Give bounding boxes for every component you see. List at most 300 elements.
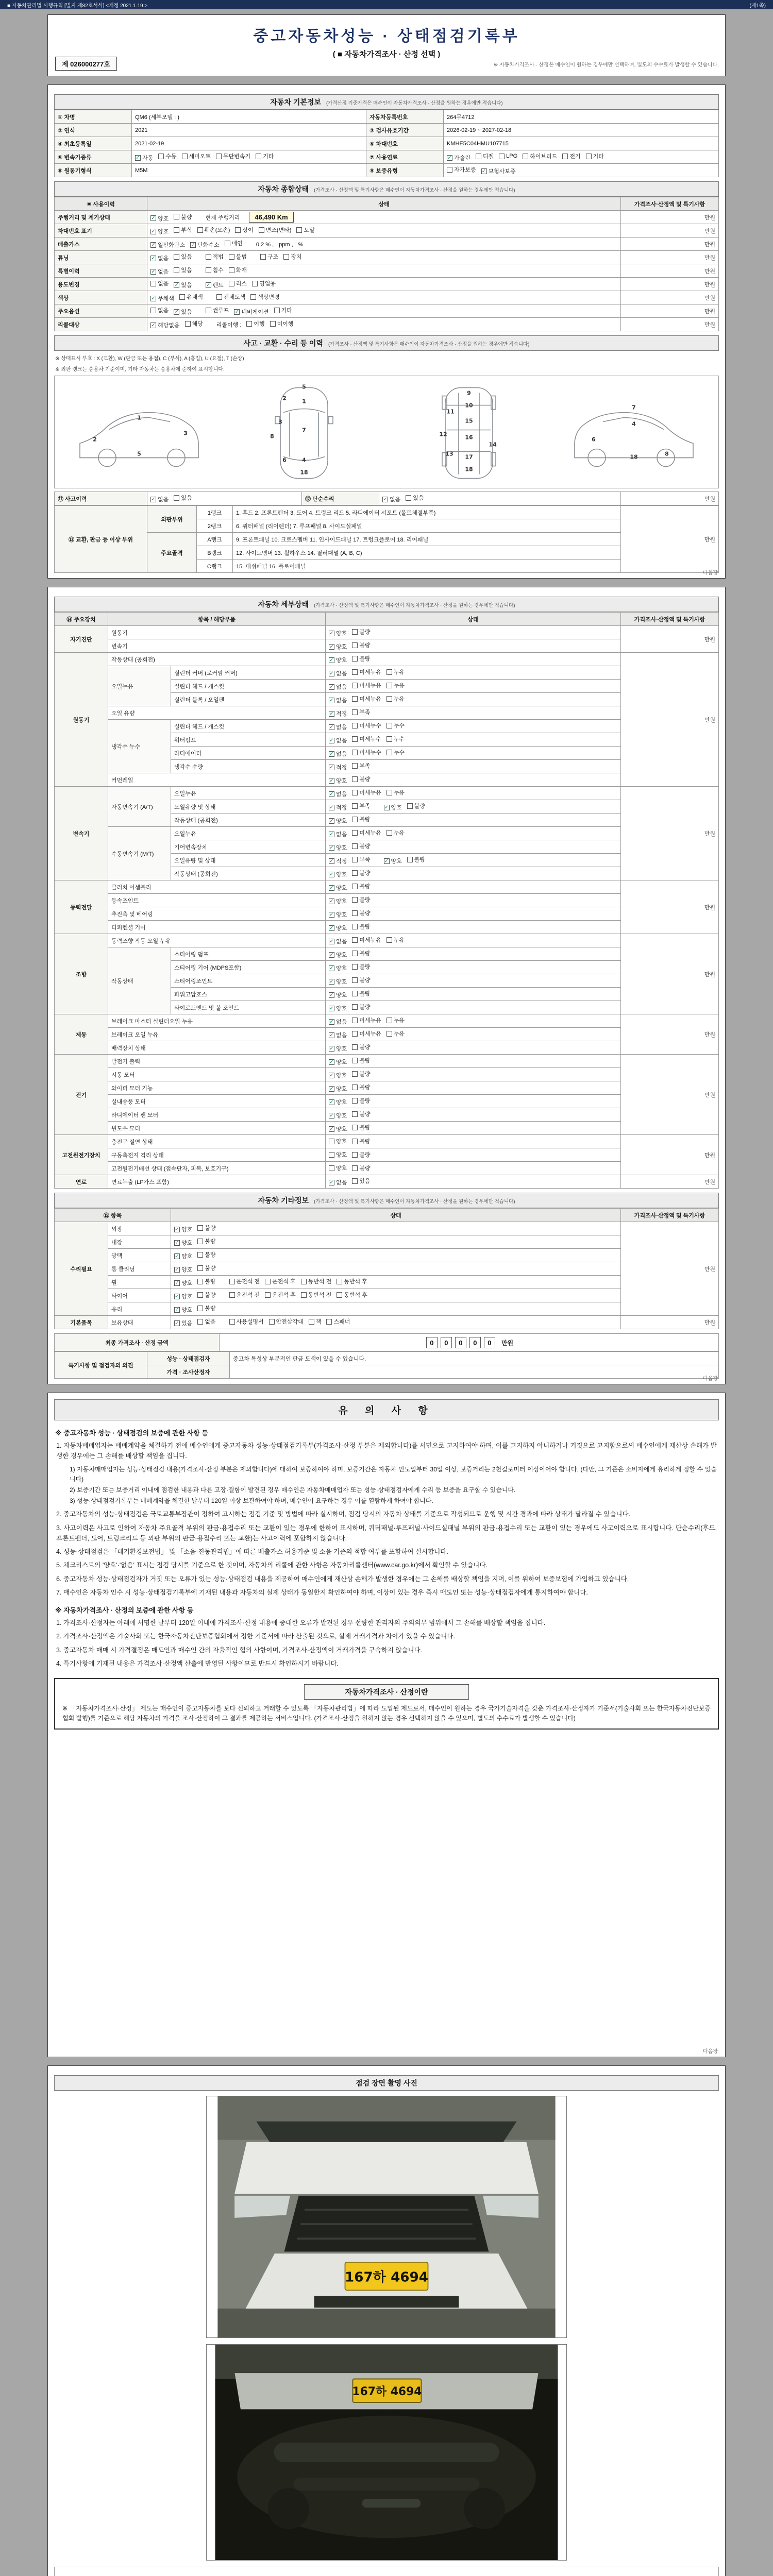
checkbox-option[interactable] [326, 1317, 350, 1326]
checkbox-option[interactable] [234, 308, 268, 316]
device-cell: 자기진단 [55, 626, 108, 653]
checkbox-option[interactable] [174, 1265, 192, 1274]
checkbox-label: 자가보증 [454, 167, 476, 173]
checkbox-label: 운전석 전 [236, 1292, 260, 1298]
summary-row [55, 318, 719, 331]
state-cell [171, 1249, 621, 1262]
checkbox-option[interactable] [150, 214, 169, 223]
checkbox-option[interactable] [229, 266, 247, 274]
checkbox-option[interactable] [329, 991, 347, 999]
checkbox-option[interactable] [352, 909, 370, 917]
checkbox-option[interactable] [301, 1291, 332, 1299]
checkbox-option[interactable] [352, 895, 370, 904]
checkbox-option[interactable] [352, 976, 370, 984]
checkbox-option[interactable] [406, 494, 424, 502]
detail-title: 자동차 세부상태 [258, 600, 309, 608]
checkbox-option[interactable] [179, 293, 203, 301]
checkbox-option[interactable] [384, 857, 402, 865]
checkbox-option[interactable] [499, 153, 517, 159]
checkbox-label: 누유 [393, 1018, 405, 1024]
checkbox-option[interactable] [206, 281, 224, 289]
checkbox-option[interactable] [352, 641, 370, 649]
checkbox-checked-icon: ✓ [151, 228, 156, 234]
notice-item: 5. 체크리스트의 '양호'·'없음' 표시는 점검 당시를 기준으로 한 것이며, 자동차의 리콜에 관한 사항은 자동차리콜센터(www.car.go.kr)에서 확인할 수 있습니다. [56, 1562, 488, 1569]
panel-number-label: 8 [270, 433, 274, 440]
checkbox-option[interactable] [352, 668, 381, 676]
checkbox-option[interactable] [252, 279, 276, 287]
state-cell [326, 666, 621, 680]
checkbox-option[interactable] [197, 1264, 215, 1272]
checkbox-option[interactable] [229, 252, 247, 261]
checkbox-option[interactable] [352, 1177, 370, 1185]
checkbox-option[interactable] [174, 213, 192, 221]
panel-number-label: 1 [302, 398, 306, 405]
checkbox-option[interactable] [352, 681, 381, 689]
checkbox-unchecked-icon [352, 1125, 358, 1130]
basic-info-row [55, 150, 719, 164]
state-cell [326, 773, 621, 787]
checkbox-option[interactable] [329, 843, 347, 852]
checkbox-option[interactable] [206, 266, 224, 274]
checkbox-checked-icon: ✓ [136, 155, 140, 161]
checkbox-option[interactable] [270, 319, 294, 328]
next-page-label: 다음장 [703, 2049, 718, 2055]
price-cell: 만원 [621, 1135, 719, 1175]
checkbox-checked-icon: ✓ [175, 1280, 179, 1286]
checkbox-option[interactable] [174, 308, 192, 316]
checkbox-option[interactable] [197, 1237, 215, 1245]
checkbox-unchecked-icon [182, 154, 188, 159]
checkbox-option[interactable] [329, 857, 347, 865]
checkbox-option[interactable] [174, 1239, 192, 1247]
checkbox-label: 운전석 후 [272, 1279, 296, 1285]
checkbox-option[interactable] [352, 1003, 370, 1011]
checkbox-option[interactable] [246, 319, 264, 328]
checkbox-option[interactable] [352, 1137, 370, 1145]
checkbox-option[interactable] [329, 763, 347, 771]
checkbox-option[interactable] [329, 803, 347, 811]
checkbox-option[interactable] [329, 1098, 347, 1106]
checkbox-unchecked-icon [352, 843, 358, 849]
checkbox-option[interactable] [329, 884, 347, 892]
checkbox-option[interactable] [206, 252, 224, 261]
checkbox-label: 누유 [393, 790, 405, 796]
checkbox-option[interactable] [174, 494, 192, 502]
checkbox-option[interactable] [174, 1319, 192, 1327]
checkbox-option[interactable] [329, 696, 347, 704]
checkbox-option[interactable] [352, 1110, 370, 1118]
checkbox-option[interactable] [229, 279, 247, 287]
checkbox-option[interactable] [352, 1123, 370, 1131]
checkbox-option[interactable] [309, 1317, 322, 1326]
checkbox-option[interactable] [260, 252, 278, 261]
document-subtitle: ( ■ 자동차가격조사 · 산정 선택 ) [332, 50, 441, 59]
checkbox-option[interactable] [283, 252, 301, 261]
checkbox-option[interactable] [386, 1016, 405, 1024]
checkbox-option[interactable] [150, 279, 169, 287]
checkbox-unchecked-icon [586, 154, 592, 159]
checkbox-unchecked-icon [352, 870, 358, 876]
checkbox-unchecked-icon [352, 750, 358, 755]
state-text: 0.2 % , [256, 241, 274, 248]
checkbox-option[interactable] [352, 949, 370, 957]
checkbox-unchecked-icon [352, 656, 358, 662]
checkbox-option[interactable] [352, 922, 370, 930]
checkbox-option[interactable] [447, 154, 470, 162]
item-cell: 고전원전기배선 상태 (접속단자, 피복, 보호기구) [108, 1162, 326, 1175]
checkbox-option[interactable] [352, 654, 370, 663]
checkbox-option[interactable] [329, 1018, 347, 1026]
checkbox-option[interactable] [329, 736, 347, 744]
checkbox-unchecked-icon [229, 281, 234, 286]
checkbox-option[interactable] [329, 977, 347, 986]
checkbox-option[interactable] [407, 855, 425, 863]
item-cell: 브레이크 오일 누유 [108, 1028, 326, 1041]
accident-history-label: ⑪ 사고이력 [55, 492, 147, 505]
appraiser-role-label: 가격 · 조사산정자 [147, 1365, 230, 1379]
checkbox-option[interactable] [150, 321, 180, 329]
detail-row [55, 773, 719, 787]
checkbox-unchecked-icon [197, 1279, 203, 1284]
checkbox-option[interactable] [265, 1291, 296, 1299]
checkbox-option[interactable] [329, 1058, 347, 1066]
checkbox-option[interactable] [352, 815, 370, 823]
subgroup-cell: 작동상태 [108, 947, 171, 1014]
checkbox-option[interactable] [352, 628, 370, 636]
checkbox-label: 불량 [205, 1239, 216, 1245]
checkbox-option[interactable] [301, 1277, 332, 1285]
item-cell: 실린더 헤드 / 개스킷 [171, 720, 326, 733]
checkbox-option[interactable] [586, 152, 604, 160]
detail-row [55, 947, 719, 961]
checkbox-option[interactable] [269, 1317, 304, 1326]
checkbox-option[interactable] [229, 1291, 260, 1299]
checkbox-option[interactable] [174, 1306, 192, 1314]
checkbox-option[interactable] [386, 721, 405, 730]
checkbox-option[interactable] [447, 165, 476, 174]
checkbox-option[interactable] [174, 266, 192, 274]
checkbox-option[interactable] [352, 1083, 370, 1091]
checkbox-option[interactable] [352, 761, 370, 770]
checkbox-label: 있음 [181, 267, 192, 274]
checkbox-option[interactable] [250, 293, 280, 301]
checkbox-label: 불량 [205, 1306, 216, 1312]
checkbox-option[interactable] [197, 1224, 215, 1232]
checkbox-option[interactable] [384, 803, 402, 811]
checkbox-option[interactable] [174, 281, 192, 289]
checkbox-label: 렌트 [212, 282, 224, 289]
state-cell [326, 1148, 621, 1162]
checkbox-option[interactable] [329, 683, 347, 691]
state-cell [147, 291, 621, 304]
checkbox-option[interactable] [352, 1029, 381, 1038]
checkbox-checked-icon: ✓ [329, 1086, 334, 1092]
checkbox-option[interactable] [150, 495, 169, 503]
checkbox-unchecked-icon [229, 1319, 235, 1325]
detail-row [55, 1249, 719, 1262]
checkbox-option[interactable] [352, 721, 381, 730]
checkbox-unchecked-icon [386, 696, 392, 702]
detail-row [55, 626, 719, 639]
detail-state-table [54, 612, 719, 1189]
checkbox-label: 누유 [393, 696, 405, 702]
checkbox-option[interactable] [352, 989, 370, 997]
detail-row [55, 1028, 719, 1041]
checkbox-option[interactable] [329, 1084, 347, 1093]
state-cell [326, 626, 621, 639]
checkbox-checked-icon: ✓ [329, 911, 334, 918]
checkbox-checked-icon: ✓ [329, 737, 334, 743]
checkbox-option[interactable] [382, 495, 400, 503]
item-cell: 스티어링 기어 (MDPS포함) [171, 961, 326, 974]
checkbox-option[interactable] [329, 1004, 347, 1012]
checkbox-option[interactable] [386, 828, 405, 837]
checkbox-option[interactable] [197, 1250, 215, 1259]
checkbox-option[interactable] [386, 1029, 405, 1038]
checkbox-option[interactable] [229, 1317, 264, 1326]
checkbox-option[interactable] [329, 1044, 347, 1053]
item-cell: 오일누유 [171, 827, 326, 840]
checkbox-option[interactable] [150, 227, 169, 235]
checkbox-option[interactable] [174, 1225, 192, 1233]
checkbox-option[interactable] [352, 855, 370, 863]
price-cell: 만원 [621, 238, 719, 251]
other-info-note: (가격조사 · 산정액 및 특기사항은 매수인이 자동차가격조사 · 산정을 원하는 경우에만 적습니다) [314, 1199, 515, 1205]
checkbox-option[interactable] [329, 1178, 347, 1187]
summary-row [55, 211, 719, 224]
checkbox-option[interactable] [329, 937, 347, 945]
checkbox-option[interactable] [150, 267, 169, 276]
checkbox-option[interactable] [337, 1277, 367, 1285]
checkbox-label: 양호 [336, 1152, 347, 1159]
checkbox-label: 양호 [336, 1126, 347, 1132]
checkbox-unchecked-icon [197, 1225, 203, 1231]
checkbox-label: 불량 [359, 1139, 371, 1145]
checkbox-option[interactable] [174, 252, 192, 261]
checkbox-option[interactable] [329, 776, 347, 785]
checkbox-option[interactable] [386, 788, 405, 796]
checkbox-option[interactable] [329, 669, 347, 677]
state-cell [171, 1222, 621, 1235]
checkbox-option[interactable] [235, 226, 253, 234]
checkbox-option[interactable] [329, 964, 347, 972]
checkbox-option[interactable] [329, 1137, 347, 1145]
checkbox-option[interactable] [197, 226, 230, 234]
checkbox-checked-icon: ✓ [329, 777, 334, 784]
detail-row [55, 934, 719, 947]
checkbox-option[interactable] [296, 226, 314, 234]
checkbox-option[interactable] [386, 694, 405, 703]
checkbox-option[interactable] [352, 962, 370, 971]
notice-item: 3. 중고자동차 매매 시 가격결정은 매도인과 매수인 간의 자율적인 협의 사항이며, 가격조사·산정액이 거래가격을 구속하지 않습니다. [56, 1646, 423, 1654]
checkbox-checked-icon: ✓ [329, 1099, 334, 1105]
checkbox-label: 누수 [393, 723, 405, 729]
checkbox-option[interactable] [523, 152, 557, 160]
checkbox-option[interactable] [407, 802, 425, 810]
checkbox-checked-icon: ✓ [151, 496, 156, 502]
checkbox-option[interactable] [185, 319, 203, 328]
document-page [47, 9, 726, 2576]
item-cell: 오일 유량 [108, 706, 326, 720]
accident-history-state [147, 492, 302, 505]
checkbox-option[interactable] [150, 241, 185, 249]
checkbox-label: 적정 [336, 805, 347, 811]
state-cell [326, 787, 621, 800]
state-cell [171, 1235, 621, 1249]
checkbox-option[interactable] [150, 254, 169, 262]
checkbox-option[interactable] [329, 656, 347, 664]
item-cell: 변속기 [108, 639, 326, 653]
checkbox-option[interactable] [329, 817, 347, 825]
checkbox-option[interactable] [352, 1150, 370, 1159]
checkbox-option[interactable] [329, 1031, 347, 1039]
checkbox-option[interactable] [329, 1125, 347, 1133]
price-cell: 만원 [621, 318, 719, 331]
checkbox-option[interactable] [329, 1150, 347, 1159]
checkbox-option[interactable] [352, 708, 370, 716]
checkbox-unchecked-icon [309, 1319, 314, 1325]
checkbox-option[interactable] [259, 226, 292, 234]
checkbox-checked-icon: ✓ [175, 1307, 179, 1313]
checkbox-option[interactable] [174, 1292, 192, 1300]
state-cell [326, 961, 621, 974]
checkbox-option[interactable] [352, 842, 370, 850]
checkbox-option[interactable] [329, 1111, 347, 1120]
checkbox-option[interactable] [352, 1043, 370, 1051]
detail-row [55, 827, 719, 840]
checkbox-unchecked-icon [174, 214, 179, 219]
checkbox-option[interactable] [225, 239, 243, 247]
checkbox-option[interactable] [352, 748, 381, 756]
checkbox-option[interactable] [174, 1252, 192, 1260]
checkbox-option[interactable] [197, 1317, 215, 1326]
checkbox-option[interactable] [197, 1277, 215, 1285]
checkbox-option[interactable] [329, 1164, 347, 1172]
checkbox-option[interactable] [329, 723, 347, 731]
checkbox-option[interactable] [206, 306, 229, 314]
checkbox-option[interactable] [174, 1279, 192, 1287]
checkbox-option[interactable] [150, 306, 169, 314]
checkbox-option[interactable] [337, 1291, 367, 1299]
checkbox-option[interactable] [158, 152, 176, 160]
panel-number-label: 5 [302, 383, 306, 391]
checkbox-option[interactable] [352, 735, 381, 743]
outer-panel-label: 외판부위 [147, 506, 197, 533]
checkbox-option[interactable] [352, 1164, 370, 1172]
checkbox-option[interactable] [329, 790, 347, 798]
checkbox-option[interactable] [174, 226, 192, 234]
checkbox-label: 썬루프 [212, 308, 229, 314]
checkbox-option[interactable] [352, 788, 381, 796]
detail-row [55, 1122, 719, 1135]
checkbox-option[interactable] [352, 1056, 370, 1064]
checkbox-option[interactable] [216, 152, 250, 160]
checkbox-unchecked-icon [301, 1292, 307, 1298]
checkbox-option[interactable] [274, 306, 292, 314]
checkbox-option[interactable] [386, 748, 405, 756]
checkbox-checked-icon: ✓ [329, 1005, 334, 1011]
checkbox-option[interactable] [190, 241, 220, 249]
checkbox-unchecked-icon [352, 857, 358, 862]
checkbox-option[interactable] [329, 629, 347, 637]
checkbox-option[interactable] [329, 924, 347, 932]
panel-number-label: 2 [93, 436, 97, 443]
checkbox-option[interactable] [265, 1277, 296, 1285]
checkbox-option[interactable] [329, 897, 347, 905]
checkbox-checked-icon: ✓ [329, 831, 334, 837]
checkbox-label: 양호 [391, 805, 402, 811]
checkbox-option[interactable] [352, 828, 381, 837]
checkbox-option[interactable] [216, 293, 246, 301]
checkbox-option[interactable] [256, 152, 274, 160]
car-diagram-panel [54, 376, 719, 488]
checkbox-label: 누수 [393, 736, 405, 742]
checkbox-option[interactable] [329, 709, 347, 718]
photo-title: 점검 장면 촬영 사진 [356, 2079, 417, 2087]
panel-number-label: 4 [632, 420, 636, 428]
state-cell [326, 907, 621, 921]
checkbox-option[interactable] [329, 870, 347, 878]
checkbox-option[interactable] [352, 882, 370, 890]
checkbox-option[interactable] [352, 1016, 381, 1024]
checkbox-option[interactable] [329, 1071, 347, 1079]
checkbox-label: 양호 [336, 952, 347, 958]
checkbox-option[interactable] [329, 910, 347, 919]
checkbox-option[interactable] [329, 642, 347, 651]
rank-b-label: B랭크 [197, 546, 233, 560]
checkbox-option[interactable] [150, 294, 174, 302]
checkbox-option[interactable] [197, 1291, 215, 1299]
state-cell [147, 264, 621, 278]
checkbox-option[interactable] [135, 154, 153, 162]
checkbox-option[interactable] [476, 152, 494, 160]
checkbox-option[interactable] [386, 681, 405, 689]
checkbox-option[interactable] [386, 936, 405, 944]
state-cell [326, 894, 621, 907]
checkbox-option[interactable] [197, 1304, 215, 1312]
price-digit: 0 [426, 1337, 438, 1348]
checkbox-label: 불량 [205, 1265, 216, 1272]
checkbox-option[interactable] [329, 750, 347, 758]
checkbox-label: 양호 [336, 1086, 347, 1092]
checkbox-option[interactable] [352, 775, 370, 783]
panel-number-label: 7 [302, 427, 306, 434]
checkbox-option[interactable] [329, 830, 347, 838]
checkbox-option[interactable] [481, 167, 516, 175]
checkbox-option[interactable] [352, 869, 370, 877]
checkbox-option[interactable] [182, 152, 211, 160]
checkbox-unchecked-icon [301, 1279, 307, 1284]
checkbox-unchecked-icon [352, 776, 358, 782]
state-cell [326, 827, 621, 840]
checkbox-option[interactable] [352, 936, 381, 944]
checkbox-option[interactable] [229, 1277, 260, 1285]
checkbox-option[interactable] [352, 694, 381, 703]
checkbox-option[interactable] [352, 1070, 370, 1078]
checkbox-option[interactable] [386, 668, 405, 676]
detail-row [55, 666, 719, 680]
checkbox-checked-icon: ✓ [329, 1072, 334, 1078]
checkbox-label: 불량 [205, 1292, 216, 1298]
checkbox-option[interactable] [562, 152, 580, 160]
checkbox-option[interactable] [352, 1096, 370, 1105]
item-cell: 룸 클리닝 [108, 1262, 171, 1276]
final-price-row [55, 1334, 719, 1351]
checkbox-option[interactable] [386, 735, 405, 743]
checkbox-unchecked-icon [235, 227, 241, 233]
checkbox-option[interactable] [352, 802, 370, 810]
checkbox-option[interactable] [329, 951, 347, 959]
